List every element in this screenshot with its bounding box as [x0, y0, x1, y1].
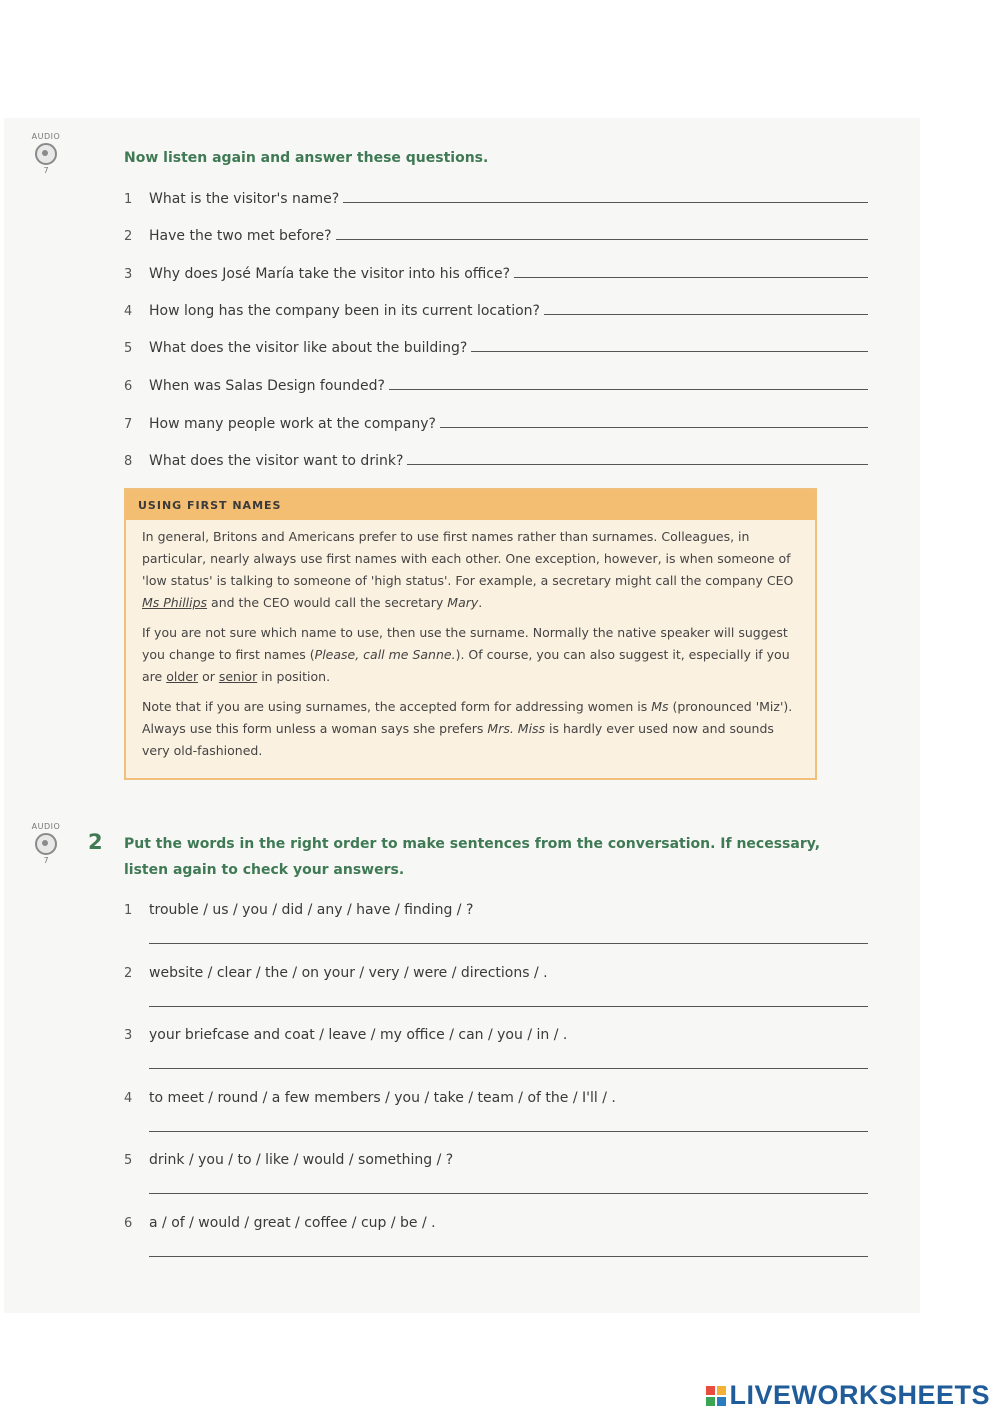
brand-logo-icon	[706, 1386, 726, 1406]
audio-label: AUDIO	[31, 822, 61, 831]
section2-heading: Put the words in the right order to make sentences from the conversation. If necessary, listen again to check your answers.	[124, 836, 821, 878]
question-number: 8	[124, 454, 133, 469]
answer-line[interactable]	[471, 350, 868, 352]
underlined-word: senior	[218, 669, 258, 684]
answer-line[interactable]	[389, 388, 868, 390]
question-row	[124, 370, 868, 394]
tip-box-body	[126, 520, 815, 762]
question-number: 4	[124, 304, 133, 319]
question-number: 1	[124, 192, 133, 207]
item-number: 6	[124, 1216, 133, 1231]
answer-line[interactable]	[544, 313, 868, 315]
answer-line[interactable]	[149, 1005, 868, 1007]
answer-line[interactable]	[343, 201, 868, 203]
question-row	[124, 332, 868, 356]
exercise-number: 2	[88, 830, 103, 854]
answer-line[interactable]	[514, 276, 868, 278]
item-number: 1	[124, 903, 133, 918]
answer-line[interactable]	[149, 1130, 868, 1132]
reorder-item	[124, 957, 868, 981]
question-text: How long has the company been in its current location?	[149, 303, 540, 319]
audio-track-number: 7	[43, 856, 49, 865]
question-number: 2	[124, 229, 133, 244]
cd-icon	[35, 833, 57, 855]
underlined-word: older	[166, 669, 199, 684]
tip-text: Note that if you are using surnames, the accepted form for addressing women is	[142, 699, 652, 714]
example-phrase: Please, call me Sanne.	[314, 647, 456, 662]
audio-track-badge-1	[28, 132, 64, 175]
question-text: When was Salas Design founded?	[149, 378, 385, 394]
cd-icon	[35, 143, 57, 165]
tip-text: is hardly ever used now and sounds very old-fashioned.	[142, 721, 774, 758]
item-prompt: your briefcase and coat / leave / my office / can / you / in / .	[149, 1027, 568, 1043]
example-title: Ms	[651, 699, 669, 714]
tip-box-title: USING FIRST NAMES	[126, 490, 815, 520]
question-text: Why does José María take the visitor into his office?	[149, 266, 511, 282]
tip-text: .	[478, 595, 483, 610]
audio-track-number: 7	[43, 166, 49, 175]
question-row	[124, 258, 868, 282]
question-row	[124, 408, 868, 432]
tip-text: ). Of course, you can also suggest it, especially if you are	[142, 647, 790, 684]
question-text: How many people work at the company?	[149, 416, 436, 432]
liveworksheets-brand	[706, 1380, 990, 1411]
answer-line[interactable]	[336, 238, 868, 240]
tip-text: or	[198, 669, 219, 684]
question-text: What does the visitor like about the building?	[149, 340, 468, 356]
answer-line[interactable]	[407, 463, 868, 465]
audio-track-badge-2	[28, 822, 64, 865]
question-text: What does the visitor want to drink?	[149, 453, 404, 469]
tip-paragraph-3	[142, 696, 801, 762]
answer-line[interactable]	[149, 1255, 868, 1257]
tip-paragraph-1	[142, 526, 801, 614]
question-row	[124, 183, 868, 207]
tip-text: In general, Britons and Americans prefer to use first names rather than surnames. Colleagues, in particular, nearly always use first names with each other. One exception, however, is when someone of 'low status' is talking to someone of 'high status'. For example, a secretary might call the company CEO	[142, 529, 794, 588]
reorder-item	[124, 1144, 868, 1168]
example-name: Mary	[447, 595, 479, 610]
tip-text: in position.	[257, 669, 331, 684]
reorder-item	[124, 1019, 868, 1043]
reorder-item	[124, 1207, 868, 1231]
question-text: Have the two met before?	[149, 228, 332, 244]
item-prompt: website / clear / the / on your / very / were / directions / .	[149, 965, 548, 981]
question-number: 3	[124, 267, 133, 282]
item-number: 3	[124, 1028, 133, 1043]
question-number: 5	[124, 341, 133, 356]
tip-text: and the CEO would call the secretary	[207, 595, 448, 610]
section1-heading: Now listen again and answer these questions.	[124, 150, 489, 166]
item-prompt: a / of / would / great / coffee / cup / be / .	[149, 1215, 436, 1231]
tip-paragraph-2	[142, 622, 801, 688]
question-row	[124, 220, 868, 244]
answer-line[interactable]	[149, 942, 868, 944]
item-number: 2	[124, 966, 133, 981]
question-number: 7	[124, 417, 133, 432]
brand-text: LIVEWORKSHEETS	[729, 1380, 990, 1410]
item-prompt: trouble / us / you / did / any / have / finding / ?	[149, 902, 474, 918]
example-title: Mrs. Miss	[487, 721, 546, 736]
tip-box	[124, 488, 817, 780]
example-name: Ms Phillips	[142, 595, 208, 610]
answer-line[interactable]	[149, 1192, 868, 1194]
question-row	[124, 295, 868, 319]
tip-text: (pronounced 'Miz'). Always use this form unless a woman says she prefers	[142, 699, 793, 736]
answer-line[interactable]	[149, 1067, 868, 1069]
item-number: 4	[124, 1091, 133, 1106]
item-prompt: drink / you / to / like / would / something / ?	[149, 1152, 454, 1168]
answer-line[interactable]	[440, 426, 868, 428]
item-number: 5	[124, 1153, 133, 1168]
reorder-item	[124, 894, 868, 918]
question-row	[124, 445, 868, 469]
audio-label: AUDIO	[31, 132, 61, 141]
tip-text: If you are not sure which name to use, then use the surname. Normally the native speaker will suggest you change to first names (	[142, 625, 788, 662]
question-number: 6	[124, 379, 133, 394]
item-prompt: to meet / round / a few members / you / take / team / of the / I'll / .	[149, 1090, 616, 1106]
question-text: What is the visitor's name?	[149, 191, 340, 207]
reorder-item	[124, 1082, 868, 1106]
